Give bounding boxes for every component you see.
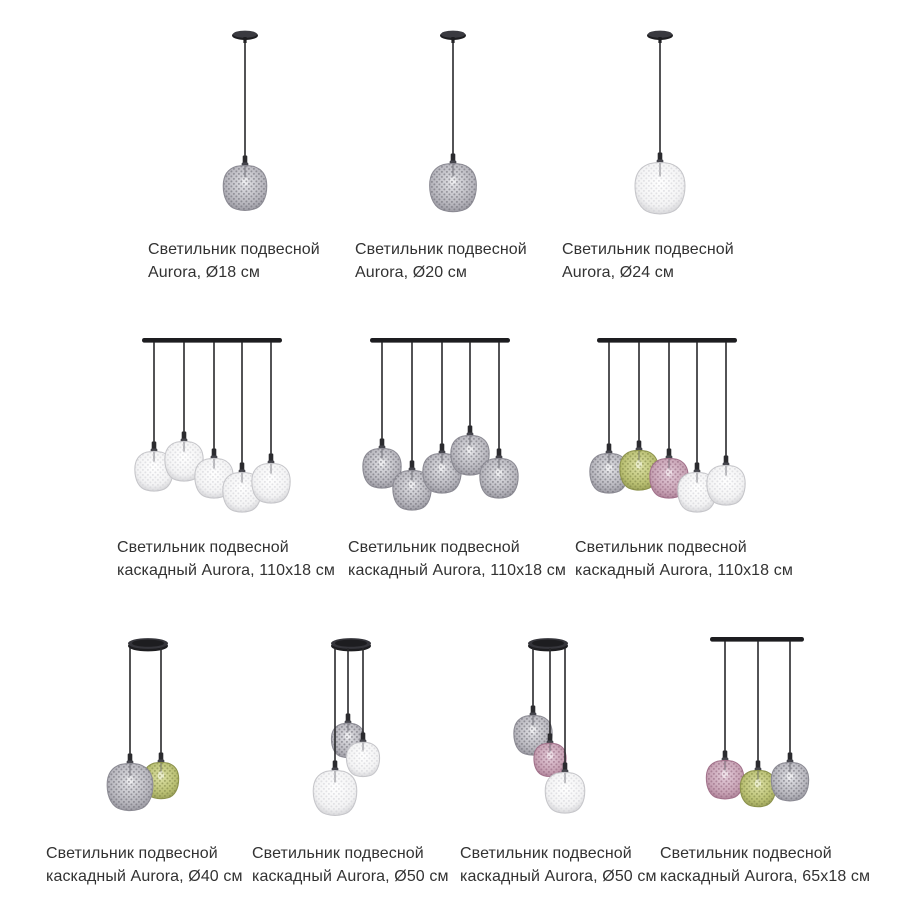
pendant-clear-shade [252,342,290,503]
product-label-line1: Светильник подвесной [46,845,218,862]
product-label[interactable] [252,842,449,888]
product-label-line1: Светильник подвесной [562,241,734,258]
product-label[interactable] [460,842,657,888]
product-label-line2: каскадный Aurora, Ø40 см [46,868,243,885]
product-label-line2: каскадный Aurora, 65x18 см [660,868,871,885]
product-label-line2: каскадный Aurora, 110x18 см [575,562,793,579]
product-image-5[interactable] [363,338,518,510]
pendant-clear-shade [346,648,379,777]
product-label-line2: Aurora, Ø18 см [148,264,261,281]
product-label-line1: Светильник подвесной [117,539,289,556]
product-label-line2: каскадный Aurora, Ø50 см [460,868,657,885]
product-label-line1: Светильник подвесной [660,845,832,862]
product-label-line2: каскадный Aurora, 110x18 см [348,562,566,579]
product-image-4[interactable] [135,338,290,512]
pendant-smoke-shade [514,648,552,755]
pendant-pink-shade [706,641,743,799]
product-image-9[interactable] [514,638,585,813]
product-label[interactable] [660,842,870,888]
product-image-3[interactable] [635,31,685,214]
product-label[interactable] [46,842,243,888]
product-label-line1: Светильник подвесной [575,539,747,556]
product-label-line2: Aurora, Ø24 см [562,264,675,281]
ceiling-plate [331,638,371,651]
pendant-smoke-shade [363,342,401,488]
product-image-2[interactable] [430,31,477,212]
product-image-10[interactable] [706,637,808,807]
pendant-smoke-shade [451,342,489,475]
product-image-7[interactable] [107,638,179,811]
pendant-smoke-shade [223,41,267,210]
product-label-line2: каскадный Aurora, Ø50 см [252,868,449,885]
pendant-smoke-shade [480,342,518,498]
product-label[interactable] [348,536,566,582]
pendant-smoke-shade [771,641,808,801]
product-label[interactable] [355,238,527,284]
product-label-line1: Светильник подвесной [148,241,320,258]
pendant-pink-shade [650,342,688,498]
product-label[interactable] [562,238,734,284]
product-label-line1: Светильник подвесной [252,845,424,862]
ceiling-plate [128,638,168,651]
product-label-line2: Aurora, Ø20 см [355,264,468,281]
pendant-clear-shade [165,342,203,481]
product-label-line1: Светильник подвесной [460,845,632,862]
pendant-pink-shade [534,648,566,777]
pendant-clear-shade [195,342,233,498]
product-image-8[interactable] [313,638,379,815]
product-label-line1: Светильник подвесной [348,539,520,556]
product-image-1[interactable] [223,31,267,211]
product-label-line2: каскадный Aurora, 110x18 см [117,562,335,579]
product-label[interactable] [575,536,793,582]
pendant-green-shade [740,641,775,807]
ceiling-bar [370,338,510,343]
ceiling-bar [597,338,737,343]
product-label-line1: Светильник подвесной [355,241,527,258]
pendant-smoke-shade [423,342,461,493]
pendant-smoke-shade [430,41,477,212]
ceiling-bar [142,338,282,343]
ceiling-bar [710,637,804,642]
pendant-smoke-shade [107,648,153,811]
product-image-6[interactable] [590,338,745,512]
pendant-clear-shade [707,342,745,505]
product-label[interactable] [148,238,320,284]
product-label[interactable] [117,536,335,582]
pendant-clear-shade [635,41,685,214]
ceiling-plate [528,638,568,651]
